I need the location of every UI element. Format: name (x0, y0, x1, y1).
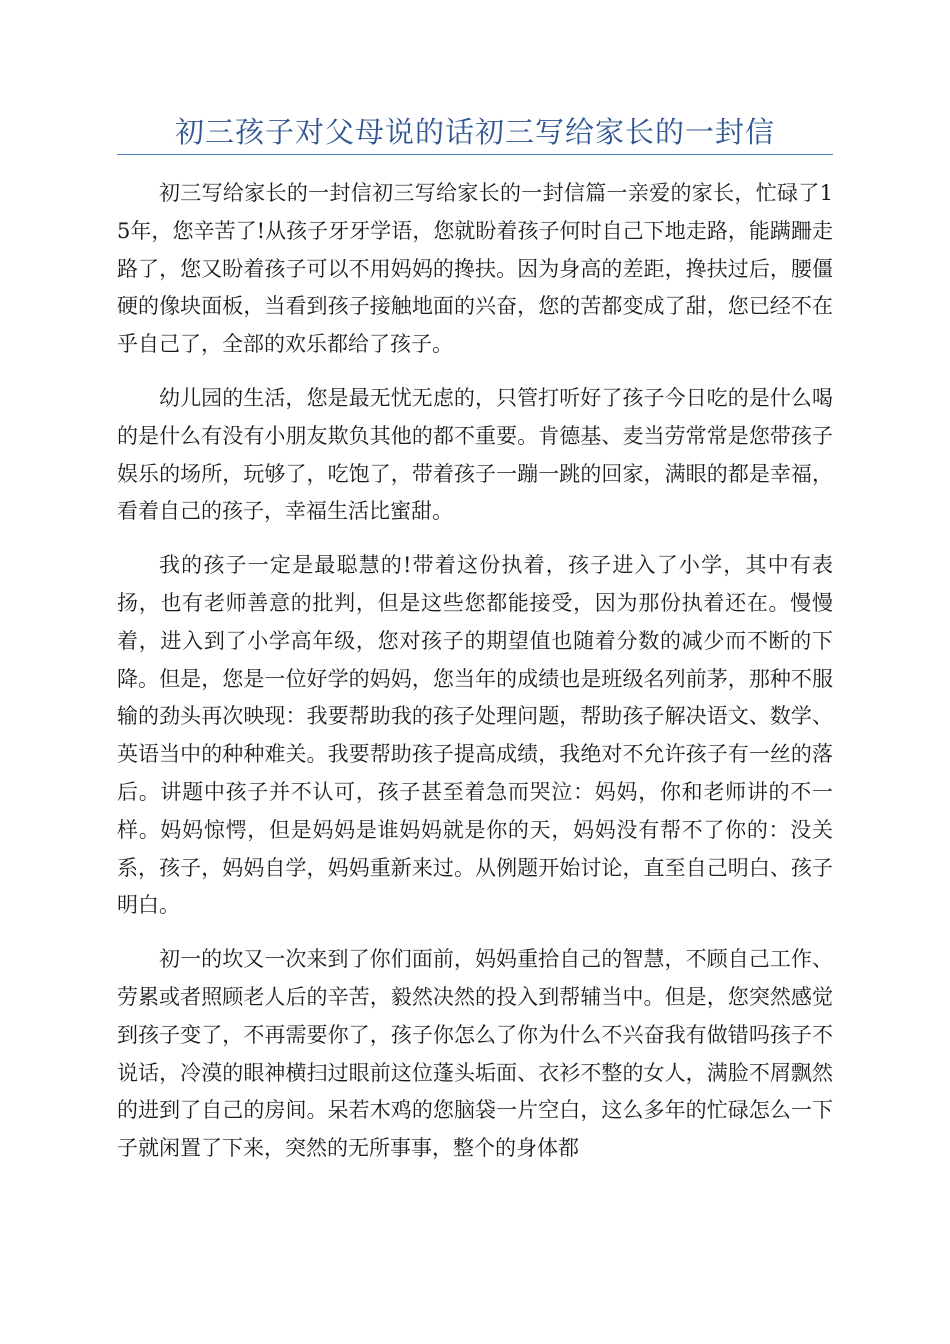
paragraph-1: 初三写给家长的一封信初三写给家长的一封信篇一亲爱的家长，忙碌了15年，您辛苦了!从孩子牙牙学语，您就盼着孩子何时自己下地走路，能蹒跚走路了，您又盼着孩子可以不用妈妈的搀扶。因为身高的差距，搀扶过后，腰僵硬的像块面板，当看到孩子接触地面的兴奋，您的苦都变成了甜，您已经不在乎自己了，全部的欢乐都给了孩子。 (117, 181, 833, 357)
title-underline (117, 154, 833, 155)
document-body (117, 175, 833, 1184)
paragraph-2: 幼儿园的生活，您是最无忧无虑的，只管打听好了孩子今日吃的是什么喝的是什么有没有小朋友欺负其他的都不重要。肯德基、麦当劳常常是您带孩子娱乐的场所，玩够了，吃饱了，带着孩子一蹦一跳的回家，满眼的都是幸福，看着自己的孩子，幸福生活比蜜甜。 (117, 385, 833, 524)
document-title: 初三孩子对父母说的话初三写给家长的一封信 (174, 115, 775, 149)
paragraph-3: 我的孩子一定是最聪慧的!带着这份执着，孩子进入了小学，其中有表扬，也有老师善意的批判，但是这些您都能接受，因为那份执着还在。慢慢着，进入到了小学高年级，您对孩子的期望值也随着分数的减少而不断的下降。但是，您是一位好学的妈妈，您当年的成绩也是班级名列前茅，那种不服输的劲头再次映现：我要帮助我的孩子处理问题，帮助孩子解决语文、数学、英语当中的种种难关。我要帮助孩子提高成绩，我绝对不允许孩子有一丝的落后。讲题中孩子并不认可，孩子甚至着急而哭泣：妈妈，你和老师讲的不一样。妈妈惊愕，但是妈妈是谁妈妈就是你的天，妈妈没有帮不了你的：没关系，孩子，妈妈自学，妈妈重新来过。从例题开始讨论，直至自己明白、孩子明白。 (117, 553, 833, 918)
paragraph-4: 初一的坎又一次来到了你们面前，妈妈重拾自己的智慧，不顾自己工作、劳累或者照顾老人后的辛苦，毅然决然的投入到帮辅当中。但是，您突然感觉到孩子变了，不再需要你了，孩子你怎么了你为什么不兴奋我有做错吗孩子不说话，冷漠的眼神横扫过眼前这位蓬头垢面、衣衫不整的女人，满脸不屑飘然的进到了自己的房间。呆若木鸡的您脑袋一片空白，这么多年的忙碌怎么一下子就闲置了下来，突然的无所事事，整个的身体都 (117, 947, 833, 1161)
